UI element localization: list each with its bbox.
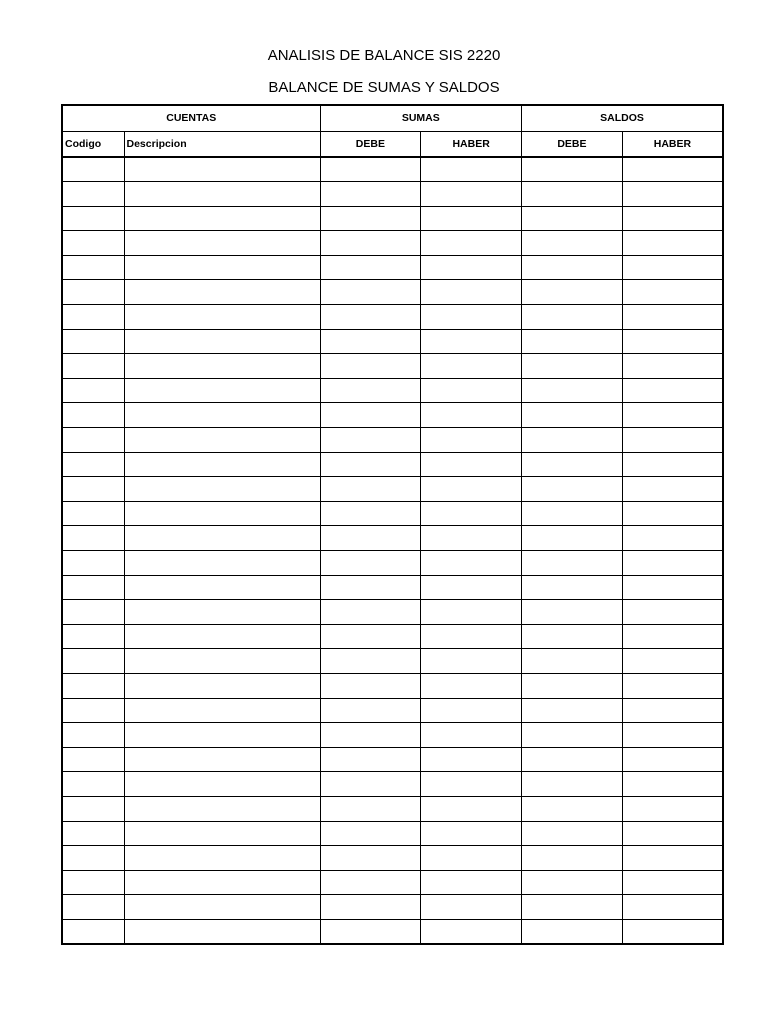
table-row <box>62 477 723 502</box>
cell-descripcion <box>124 231 320 256</box>
cell-descripcion <box>124 772 320 797</box>
cell-saldos-debe <box>522 378 623 403</box>
cell-sumas-haber <box>421 501 522 526</box>
cell-saldos-haber <box>622 428 723 453</box>
cell-descripcion <box>124 403 320 428</box>
cell-sumas-debe <box>320 624 421 649</box>
cell-saldos-haber <box>622 698 723 723</box>
cell-codigo <box>62 526 124 551</box>
cell-descripcion <box>124 698 320 723</box>
cell-sumas-debe <box>320 870 421 895</box>
cell-saldos-haber <box>622 354 723 379</box>
cell-sumas-debe <box>320 796 421 821</box>
cell-sumas-haber <box>421 747 522 772</box>
cell-sumas-haber <box>421 206 522 231</box>
cell-descripcion <box>124 526 320 551</box>
cell-saldos-debe <box>522 182 623 207</box>
cell-sumas-haber <box>421 403 522 428</box>
cell-sumas-haber <box>421 870 522 895</box>
cell-sumas-debe <box>320 206 421 231</box>
cell-sumas-haber <box>421 723 522 748</box>
cell-descripcion <box>124 870 320 895</box>
cell-saldos-debe <box>522 796 623 821</box>
cell-sumas-haber <box>421 526 522 551</box>
cell-saldos-debe <box>522 428 623 453</box>
cell-saldos-debe <box>522 354 623 379</box>
table-body <box>62 157 723 944</box>
cell-saldos-haber <box>622 280 723 305</box>
cell-saldos-haber <box>622 206 723 231</box>
cell-sumas-debe <box>320 280 421 305</box>
cell-saldos-debe <box>522 231 623 256</box>
cell-saldos-debe <box>522 206 623 231</box>
table-row <box>62 870 723 895</box>
table-row <box>62 354 723 379</box>
cell-codigo <box>62 870 124 895</box>
cell-saldos-haber <box>622 575 723 600</box>
cell-sumas-debe <box>320 182 421 207</box>
cell-descripcion <box>124 182 320 207</box>
table-row <box>62 378 723 403</box>
cell-saldos-haber <box>622 747 723 772</box>
cell-saldos-debe <box>522 649 623 674</box>
cell-descripcion <box>124 600 320 625</box>
cell-codigo <box>62 477 124 502</box>
cell-saldos-debe <box>522 452 623 477</box>
cell-codigo <box>62 231 124 256</box>
cell-sumas-haber <box>421 280 522 305</box>
cell-descripcion <box>124 428 320 453</box>
cell-descripcion <box>124 747 320 772</box>
table-row <box>62 428 723 453</box>
group-header-cuentas: CUENTAS <box>62 105 320 131</box>
cell-descripcion <box>124 846 320 871</box>
cell-saldos-haber <box>622 723 723 748</box>
table-row <box>62 157 723 182</box>
table-row <box>62 895 723 920</box>
cell-codigo <box>62 551 124 576</box>
cell-codigo <box>62 723 124 748</box>
cell-sumas-haber <box>421 772 522 797</box>
cell-sumas-haber <box>421 600 522 625</box>
cell-saldos-haber <box>622 624 723 649</box>
cell-descripcion <box>124 895 320 920</box>
cell-sumas-haber <box>421 157 522 182</box>
table-row <box>62 231 723 256</box>
cell-sumas-debe <box>320 747 421 772</box>
cell-codigo <box>62 919 124 944</box>
cell-saldos-haber <box>622 255 723 280</box>
cell-descripcion <box>124 821 320 846</box>
table-row <box>62 501 723 526</box>
cell-saldos-debe <box>522 747 623 772</box>
cell-descripcion <box>124 919 320 944</box>
table-row <box>62 673 723 698</box>
cell-codigo <box>62 846 124 871</box>
cell-codigo <box>62 821 124 846</box>
table-row <box>62 624 723 649</box>
cell-descripcion <box>124 305 320 330</box>
cell-sumas-debe <box>320 526 421 551</box>
cell-sumas-haber <box>421 698 522 723</box>
table-row <box>62 649 723 674</box>
cell-sumas-debe <box>320 305 421 330</box>
cell-codigo <box>62 649 124 674</box>
cell-descripcion <box>124 452 320 477</box>
cell-saldos-haber <box>622 772 723 797</box>
cell-sumas-debe <box>320 403 421 428</box>
group-header-sumas: SUMAS <box>320 105 522 131</box>
cell-sumas-haber <box>421 428 522 453</box>
cell-sumas-debe <box>320 231 421 256</box>
cell-codigo <box>62 452 124 477</box>
cell-sumas-debe <box>320 501 421 526</box>
cell-sumas-debe <box>320 354 421 379</box>
cell-sumas-haber <box>421 895 522 920</box>
cell-codigo <box>62 501 124 526</box>
cell-saldos-debe <box>522 575 623 600</box>
cell-sumas-haber <box>421 354 522 379</box>
table-row <box>62 796 723 821</box>
cell-sumas-haber <box>421 673 522 698</box>
cell-sumas-haber <box>421 821 522 846</box>
cell-saldos-debe <box>522 624 623 649</box>
cell-saldos-haber <box>622 329 723 354</box>
cell-saldos-debe <box>522 280 623 305</box>
cell-sumas-haber <box>421 624 522 649</box>
cell-sumas-haber <box>421 551 522 576</box>
table-row <box>62 206 723 231</box>
cell-descripcion <box>124 723 320 748</box>
cell-saldos-debe <box>522 526 623 551</box>
cell-codigo <box>62 747 124 772</box>
cell-codigo <box>62 772 124 797</box>
cell-saldos-debe <box>522 551 623 576</box>
cell-sumas-debe <box>320 919 421 944</box>
document-title: ANALISIS DE BALANCE SIS 2220 <box>267 47 501 64</box>
cell-descripcion <box>124 255 320 280</box>
cell-saldos-debe <box>522 329 623 354</box>
cell-saldos-debe <box>522 477 623 502</box>
cell-saldos-haber <box>622 551 723 576</box>
cell-codigo <box>62 329 124 354</box>
balance-table <box>61 104 724 945</box>
cell-codigo <box>62 895 124 920</box>
column-header-sumas-debe: DEBE <box>320 131 421 157</box>
cell-sumas-haber <box>421 305 522 330</box>
cell-sumas-haber <box>421 231 522 256</box>
cell-descripcion <box>124 673 320 698</box>
cell-sumas-haber <box>421 477 522 502</box>
cell-saldos-debe <box>522 821 623 846</box>
column-header-saldos-debe: DEBE <box>522 131 623 157</box>
group-header-saldos: SALDOS <box>522 105 724 131</box>
cell-codigo <box>62 255 124 280</box>
cell-sumas-haber <box>421 182 522 207</box>
table-row <box>62 772 723 797</box>
cell-descripcion <box>124 329 320 354</box>
cell-saldos-haber <box>622 452 723 477</box>
cell-sumas-debe <box>320 575 421 600</box>
cell-descripcion <box>124 796 320 821</box>
cell-sumas-debe <box>320 452 421 477</box>
cell-sumas-haber <box>421 575 522 600</box>
cell-codigo <box>62 280 124 305</box>
cell-saldos-haber <box>622 846 723 871</box>
cell-sumas-haber <box>421 452 522 477</box>
column-header-row <box>62 131 723 157</box>
cell-saldos-debe <box>522 673 623 698</box>
cell-saldos-debe <box>522 403 623 428</box>
cell-saldos-haber <box>622 305 723 330</box>
cell-descripcion <box>124 575 320 600</box>
table-row <box>62 255 723 280</box>
table-row <box>62 919 723 944</box>
cell-saldos-debe <box>522 501 623 526</box>
cell-codigo <box>62 157 124 182</box>
cell-codigo <box>62 796 124 821</box>
cell-saldos-debe <box>522 255 623 280</box>
table-row <box>62 526 723 551</box>
cell-codigo <box>62 378 124 403</box>
table-row <box>62 575 723 600</box>
table-row <box>62 846 723 871</box>
cell-saldos-haber <box>622 231 723 256</box>
cell-sumas-debe <box>320 378 421 403</box>
cell-sumas-debe <box>320 723 421 748</box>
cell-saldos-debe <box>522 723 623 748</box>
table-row <box>62 452 723 477</box>
cell-descripcion <box>124 649 320 674</box>
cell-saldos-haber <box>622 796 723 821</box>
document-subtitle: BALANCE DE SUMAS Y SALDOS <box>268 79 500 96</box>
cell-saldos-haber <box>622 919 723 944</box>
cell-sumas-haber <box>421 649 522 674</box>
column-header-sumas-haber: HABER <box>421 131 522 157</box>
cell-codigo <box>62 600 124 625</box>
cell-saldos-debe <box>522 870 623 895</box>
table-row <box>62 182 723 207</box>
cell-saldos-haber <box>622 895 723 920</box>
cell-sumas-haber <box>421 796 522 821</box>
cell-codigo <box>62 624 124 649</box>
column-header-saldos-haber: HABER <box>622 131 723 157</box>
table-row <box>62 280 723 305</box>
table-row <box>62 723 723 748</box>
cell-codigo <box>62 354 124 379</box>
cell-saldos-haber <box>622 870 723 895</box>
cell-descripcion <box>124 280 320 305</box>
group-header-row <box>62 105 723 131</box>
cell-sumas-debe <box>320 329 421 354</box>
cell-saldos-haber <box>622 403 723 428</box>
cell-saldos-haber <box>622 673 723 698</box>
cell-descripcion <box>124 354 320 379</box>
cell-codigo <box>62 673 124 698</box>
cell-saldos-haber <box>622 600 723 625</box>
cell-codigo <box>62 428 124 453</box>
cell-saldos-haber <box>622 821 723 846</box>
cell-descripcion <box>124 501 320 526</box>
table-row <box>62 821 723 846</box>
cell-saldos-debe <box>522 846 623 871</box>
table-row <box>62 600 723 625</box>
cell-descripcion <box>124 477 320 502</box>
table-row <box>62 551 723 576</box>
cell-saldos-haber <box>622 501 723 526</box>
table-row <box>62 698 723 723</box>
cell-sumas-debe <box>320 772 421 797</box>
cell-codigo <box>62 305 124 330</box>
cell-codigo <box>62 403 124 428</box>
table-row <box>62 747 723 772</box>
cell-descripcion <box>124 551 320 576</box>
cell-sumas-debe <box>320 846 421 871</box>
cell-descripcion <box>124 378 320 403</box>
cell-saldos-haber <box>622 378 723 403</box>
table-row <box>62 329 723 354</box>
cell-descripcion <box>124 624 320 649</box>
cell-codigo <box>62 206 124 231</box>
cell-saldos-debe <box>522 157 623 182</box>
cell-sumas-debe <box>320 673 421 698</box>
cell-sumas-debe <box>320 600 421 625</box>
cell-saldos-haber <box>622 182 723 207</box>
cell-sumas-debe <box>320 551 421 576</box>
cell-saldos-haber <box>622 477 723 502</box>
cell-codigo <box>62 575 124 600</box>
cell-saldos-debe <box>522 600 623 625</box>
cell-saldos-haber <box>622 649 723 674</box>
cell-sumas-haber <box>421 255 522 280</box>
cell-saldos-debe <box>522 698 623 723</box>
cell-sumas-debe <box>320 428 421 453</box>
column-header-descripcion: Descripcion <box>124 131 320 157</box>
cell-descripcion <box>124 157 320 182</box>
cell-sumas-haber <box>421 378 522 403</box>
table-row <box>62 305 723 330</box>
cell-saldos-haber <box>622 157 723 182</box>
cell-sumas-haber <box>421 919 522 944</box>
cell-saldos-debe <box>522 772 623 797</box>
cell-codigo <box>62 182 124 207</box>
table-row <box>62 403 723 428</box>
cell-descripcion <box>124 206 320 231</box>
column-header-codigo: Codigo <box>62 131 124 157</box>
cell-sumas-haber <box>421 329 522 354</box>
cell-sumas-debe <box>320 821 421 846</box>
cell-sumas-haber <box>421 846 522 871</box>
cell-sumas-debe <box>320 649 421 674</box>
cell-sumas-debe <box>320 255 421 280</box>
cell-sumas-debe <box>320 698 421 723</box>
cell-sumas-debe <box>320 157 421 182</box>
cell-sumas-debe <box>320 895 421 920</box>
cell-saldos-debe <box>522 919 623 944</box>
cell-sumas-debe <box>320 477 421 502</box>
cell-saldos-debe <box>522 895 623 920</box>
cell-saldos-haber <box>622 526 723 551</box>
cell-codigo <box>62 698 124 723</box>
cell-saldos-debe <box>522 305 623 330</box>
